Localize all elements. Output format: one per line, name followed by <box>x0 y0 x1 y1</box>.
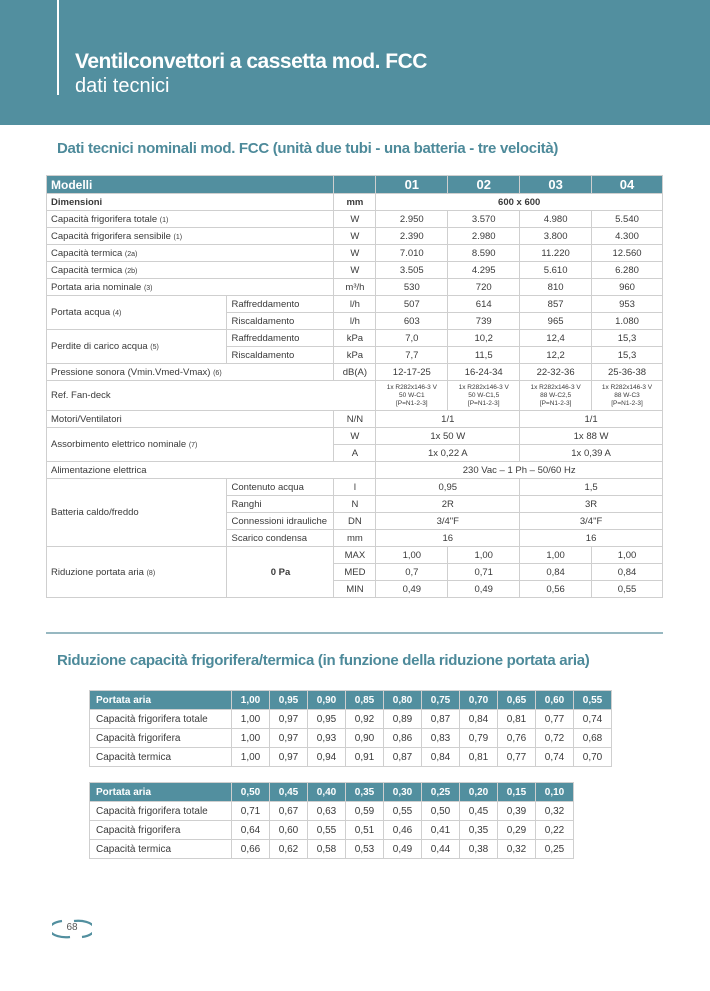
page-number: 68 <box>66 922 78 933</box>
value-cell: 0,95 <box>376 479 520 496</box>
row-label: Portata aria nominale (3) <box>47 279 334 296</box>
value-cell: 0,76 <box>498 729 536 748</box>
airflow-col: 0,80 <box>384 691 422 710</box>
value-cell: 1.080 <box>592 313 663 330</box>
row-label: Capacità termica <box>90 840 232 859</box>
sub-label: Scarico condensa <box>227 530 334 547</box>
sub-label: Ranghi <box>227 496 334 513</box>
value-cell: 0,74 <box>536 748 574 767</box>
value-cell: 965 <box>520 313 592 330</box>
value-cell: 1,00 <box>232 710 270 729</box>
value-cell: 0,71 <box>232 802 270 821</box>
value-cell: 0,35 <box>460 821 498 840</box>
airflow-col: 0,95 <box>270 691 308 710</box>
value-cell: 0,83 <box>422 729 460 748</box>
value-cell: 0,60 <box>270 821 308 840</box>
value-cell: 15,3 <box>592 347 663 364</box>
value-cell: 0,72 <box>536 729 574 748</box>
value-cell: 11.220 <box>520 245 592 262</box>
unit-cell: W <box>334 211 376 228</box>
value-cell: 11,5 <box>448 347 520 364</box>
value-cell: 953 <box>592 296 663 313</box>
unit-cell: kPa <box>334 347 376 364</box>
value-cell: 15,3 <box>592 330 663 347</box>
value-cell: 0,79 <box>460 729 498 748</box>
sub-label: Riscaldamento <box>227 313 334 330</box>
value-cell: 0,90 <box>346 729 384 748</box>
value-cell: 0,53 <box>346 840 384 859</box>
value-cell: 1,00 <box>448 547 520 564</box>
section-title-nominal-data: Dati tecnici nominali mod. FCC (unità due tubi - una batteria - tre velocità) <box>57 140 559 157</box>
table-row <box>47 330 663 347</box>
value-cell: 0,77 <box>536 710 574 729</box>
airflow-col: 0,75 <box>422 691 460 710</box>
value-cell: 810 <box>520 279 592 296</box>
value-cell: 0,62 <box>270 840 308 859</box>
value-cell: 0,89 <box>384 710 422 729</box>
airflow-col: 0,30 <box>384 783 422 802</box>
value-cell: 12,2 <box>520 347 592 364</box>
value-cell: 16 <box>520 530 663 547</box>
table-row <box>47 228 663 245</box>
unit-cell: W <box>334 428 376 445</box>
value-cell: 0,64 <box>232 821 270 840</box>
value-cell: 0,32 <box>536 802 574 821</box>
fan-deck-cell: 1x R282x146-3 V 88 W-C3 [P=N1-2-3] <box>592 381 663 411</box>
table-row <box>47 462 663 479</box>
value-cell: 720 <box>448 279 520 296</box>
value-cell: 0,63 <box>308 802 346 821</box>
fan-deck-cell: 1x R282x146-3 V 88 W-C2,5 [P=N1-2-3] <box>520 381 592 411</box>
airflow-col: 1,00 <box>232 691 270 710</box>
value-cell: 0,51 <box>346 821 384 840</box>
value-cell: 4.980 <box>520 211 592 228</box>
value-cell: 2.950 <box>376 211 448 228</box>
value-cell: 1x 88 W <box>520 428 663 445</box>
airflow-col: 0,90 <box>308 691 346 710</box>
table-row <box>47 194 663 211</box>
value-cell: 0,97 <box>270 710 308 729</box>
value-cell: 0,58 <box>308 840 346 859</box>
value-cell: 0,84 <box>422 748 460 767</box>
table-row <box>90 748 612 767</box>
row-label: Ref. Fan-deck <box>47 381 376 411</box>
page-number-badge <box>52 918 92 940</box>
value-cell: 0,84 <box>520 564 592 581</box>
airflow-col: 0,45 <box>270 783 308 802</box>
table-row <box>47 428 663 445</box>
airflow-col: 0,50 <box>232 783 270 802</box>
unit-cell: MIN <box>334 581 376 598</box>
value-cell: 0,66 <box>232 840 270 859</box>
value-cell: 1x 0,22 A <box>376 445 520 462</box>
unit-cell: l/h <box>334 296 376 313</box>
technical-data-table <box>46 175 663 598</box>
value-cell: 1,00 <box>592 547 663 564</box>
value-cell: 2R <box>376 496 520 513</box>
table-row <box>47 547 663 564</box>
value-cell: 3R <box>520 496 663 513</box>
model-header: 01 <box>376 176 448 194</box>
value-cell: 0,7 <box>376 564 448 581</box>
unit-cell: MED <box>334 564 376 581</box>
unit-cell: kPa <box>334 330 376 347</box>
value-cell: 739 <box>448 313 520 330</box>
value-cell: 1,00 <box>232 729 270 748</box>
table-header-row <box>90 691 612 710</box>
row-label: Capacità termica <box>90 748 232 767</box>
value-cell: 3.800 <box>520 228 592 245</box>
airflow-col: 0,60 <box>536 691 574 710</box>
value-cell: 22-32-36 <box>520 364 592 381</box>
row-label: Alimentazione elettrica <box>47 462 376 479</box>
page-subtitle: dati tecnici <box>75 75 170 97</box>
value-cell: 0,55 <box>384 802 422 821</box>
value-cell: 0,38 <box>460 840 498 859</box>
value-cell: 507 <box>376 296 448 313</box>
value-cell: 0,50 <box>422 802 460 821</box>
value-cell: 0,71 <box>448 564 520 581</box>
unit-cell: dB(A) <box>334 364 376 381</box>
airflow-col: 0,70 <box>460 691 498 710</box>
value-cell: 1,00 <box>520 547 592 564</box>
airflow-header: Portata aria <box>90 691 232 710</box>
airflow-col: 0,40 <box>308 783 346 802</box>
value-cell: 960 <box>592 279 663 296</box>
value-cell: 0,84 <box>592 564 663 581</box>
row-label: Capacità termica (2b) <box>47 262 334 279</box>
unit-cell: N <box>334 496 376 513</box>
value-cell: 1,00 <box>376 547 448 564</box>
value-cell: 3.570 <box>448 211 520 228</box>
airflow-col: 0,20 <box>460 783 498 802</box>
unit-cell: A <box>334 445 376 462</box>
unit-cell: mm <box>334 194 376 211</box>
section-divider <box>46 632 663 634</box>
table-row <box>47 245 663 262</box>
value-cell: 0,39 <box>498 802 536 821</box>
airflow-col: 0,15 <box>498 783 536 802</box>
value-cell: 0,84 <box>460 710 498 729</box>
fan-deck-cell: 1x R282x146-3 V 50 W-C1,5 [P=N1-2-3] <box>448 381 520 411</box>
value-cell: 0,22 <box>536 821 574 840</box>
value-cell: 0,25 <box>536 840 574 859</box>
row-label: Portata acqua (4) <box>47 296 227 330</box>
section-title-capacity-reduction: Riduzione capacità frigorifera/termica (in funzione della riduzione portata aria) <box>57 652 590 669</box>
table-row <box>47 411 663 428</box>
pressure-cell: 0 Pa <box>227 547 334 598</box>
value-cell: 0,87 <box>422 710 460 729</box>
airflow-col: 0,85 <box>346 691 384 710</box>
unit-cell: W <box>334 245 376 262</box>
value-cell: 12-17-25 <box>376 364 448 381</box>
value-cell: 0,46 <box>384 821 422 840</box>
value-cell: 0,55 <box>592 581 663 598</box>
value-cell: 0,77 <box>498 748 536 767</box>
value-cell: 0,74 <box>574 710 612 729</box>
value-cell: 10,2 <box>448 330 520 347</box>
value-cell: 8.590 <box>448 245 520 262</box>
table-row <box>47 279 663 296</box>
row-label: Perdite di carico acqua (5) <box>47 330 227 364</box>
airflow-col: 0,55 <box>574 691 612 710</box>
table-row <box>90 710 612 729</box>
value-cell: 1/1 <box>520 411 663 428</box>
value-cell: 0,49 <box>384 840 422 859</box>
value-cell: 12.560 <box>592 245 663 262</box>
value-cell: 1x 0,39 A <box>520 445 663 462</box>
value-cell: 0,44 <box>422 840 460 859</box>
value-cell: 7,0 <box>376 330 448 347</box>
value-cell: 0,29 <box>498 821 536 840</box>
value-cell: 600 x 600 <box>376 194 663 211</box>
value-cell: 7.010 <box>376 245 448 262</box>
value-cell: 0,49 <box>376 581 448 598</box>
value-cell: 0,86 <box>384 729 422 748</box>
row-label: Capacità frigorifera sensibile (1) <box>47 228 334 245</box>
model-header: 03 <box>520 176 592 194</box>
row-label: Capacità frigorifera <box>90 729 232 748</box>
models-header: Modelli <box>47 176 334 194</box>
airflow-col: 0,65 <box>498 691 536 710</box>
table-row <box>47 262 663 279</box>
unit-cell: MAX <box>334 547 376 564</box>
value-cell: 0,68 <box>574 729 612 748</box>
sub-label: Raffreddamento <box>227 296 334 313</box>
header-rule <box>57 0 59 95</box>
row-label: Riduzione portata aria (8) <box>47 547 227 598</box>
airflow-header: Portata aria <box>90 783 232 802</box>
row-label: Pressione sonora (Vmin.Vmed-Vmax) (6) <box>47 364 334 381</box>
value-cell: 0,97 <box>270 729 308 748</box>
value-cell: 4.300 <box>592 228 663 245</box>
table-row <box>47 381 663 411</box>
value-cell: 0,94 <box>308 748 346 767</box>
value-cell: 614 <box>448 296 520 313</box>
value-cell: 0,87 <box>384 748 422 767</box>
value-cell: 0,41 <box>422 821 460 840</box>
value-cell: 12,4 <box>520 330 592 347</box>
value-cell: 857 <box>520 296 592 313</box>
table-row <box>90 821 574 840</box>
table-row <box>47 479 663 496</box>
table-header-row <box>47 176 663 194</box>
value-cell: 3.505 <box>376 262 448 279</box>
value-cell: 2.390 <box>376 228 448 245</box>
value-cell: 0,70 <box>574 748 612 767</box>
row-label: Capacità frigorifera totale <box>90 802 232 821</box>
value-cell: 3/4"F <box>520 513 663 530</box>
airflow-col: 0,25 <box>422 783 460 802</box>
value-cell: 0,97 <box>270 748 308 767</box>
value-cell: 5.610 <box>520 262 592 279</box>
unit-cell: W <box>334 228 376 245</box>
unit-cell: DN <box>334 513 376 530</box>
table-row <box>90 729 612 748</box>
value-cell: 530 <box>376 279 448 296</box>
value-cell: 5.540 <box>592 211 663 228</box>
model-header: 04 <box>592 176 663 194</box>
unit-cell: N/N <box>334 411 376 428</box>
value-cell: 0,91 <box>346 748 384 767</box>
value-cell: 1,00 <box>232 748 270 767</box>
value-cell: 1,5 <box>520 479 663 496</box>
value-cell: 0,81 <box>498 710 536 729</box>
model-header: 02 <box>448 176 520 194</box>
value-cell: 7,7 <box>376 347 448 364</box>
page-title: Ventilconvettori a cassetta mod. FCC <box>75 50 427 73</box>
row-label: Motori/Ventilatori <box>47 411 334 428</box>
unit-cell: W <box>334 262 376 279</box>
value-cell: 16-24-34 <box>448 364 520 381</box>
unit-cell: m³/h <box>334 279 376 296</box>
row-label: Capacità frigorifera totale (1) <box>47 211 334 228</box>
sub-label: Contenuto acqua <box>227 479 334 496</box>
unit-cell: mm <box>334 530 376 547</box>
value-cell: 25-36-38 <box>592 364 663 381</box>
value-cell: 0,32 <box>498 840 536 859</box>
row-label: Assorbimento elettrico nominale (7) <box>47 428 334 462</box>
value-cell: 0,59 <box>346 802 384 821</box>
value-cell: 0,93 <box>308 729 346 748</box>
unit-cell: l/h <box>334 313 376 330</box>
value-cell: 2.980 <box>448 228 520 245</box>
table-row <box>47 364 663 381</box>
fan-deck-cell: 1x R282x146-3 V 50 W-C1 [P=N1-2-3] <box>376 381 448 411</box>
value-cell: 0,81 <box>460 748 498 767</box>
value-cell: 0,92 <box>346 710 384 729</box>
value-cell: 4.295 <box>448 262 520 279</box>
table-row <box>47 296 663 313</box>
value-cell: 0,56 <box>520 581 592 598</box>
value-cell: 0,45 <box>460 802 498 821</box>
row-label: Dimensioni <box>47 194 334 211</box>
capacity-reduction-table-1 <box>89 690 612 767</box>
value-cell: 230 Vac – 1 Ph – 50/60 Hz <box>376 462 663 479</box>
unit-cell: l <box>334 479 376 496</box>
value-cell: 1x 50 W <box>376 428 520 445</box>
value-cell: 0,95 <box>308 710 346 729</box>
table-header-row <box>90 783 574 802</box>
unit-header <box>334 176 376 194</box>
capacity-reduction-table-2 <box>89 782 574 859</box>
airflow-col: 0,10 <box>536 783 574 802</box>
value-cell: 1/1 <box>376 411 520 428</box>
row-label: Capacità frigorifera <box>90 821 232 840</box>
airflow-col: 0,35 <box>346 783 384 802</box>
value-cell: 0,49 <box>448 581 520 598</box>
value-cell: 6.280 <box>592 262 663 279</box>
row-label: Capacità frigorifera totale <box>90 710 232 729</box>
value-cell: 603 <box>376 313 448 330</box>
value-cell: 0,55 <box>308 821 346 840</box>
sub-label: Riscaldamento <box>227 347 334 364</box>
row-label: Batteria caldo/freddo <box>47 479 227 547</box>
table-row <box>90 840 574 859</box>
row-label: Capacità termica (2a) <box>47 245 334 262</box>
table-row <box>47 211 663 228</box>
table-row <box>90 802 574 821</box>
value-cell: 16 <box>376 530 520 547</box>
value-cell: 3/4"F <box>376 513 520 530</box>
sub-label: Raffreddamento <box>227 330 334 347</box>
value-cell: 0,67 <box>270 802 308 821</box>
sub-label: Connessioni idrauliche <box>227 513 334 530</box>
